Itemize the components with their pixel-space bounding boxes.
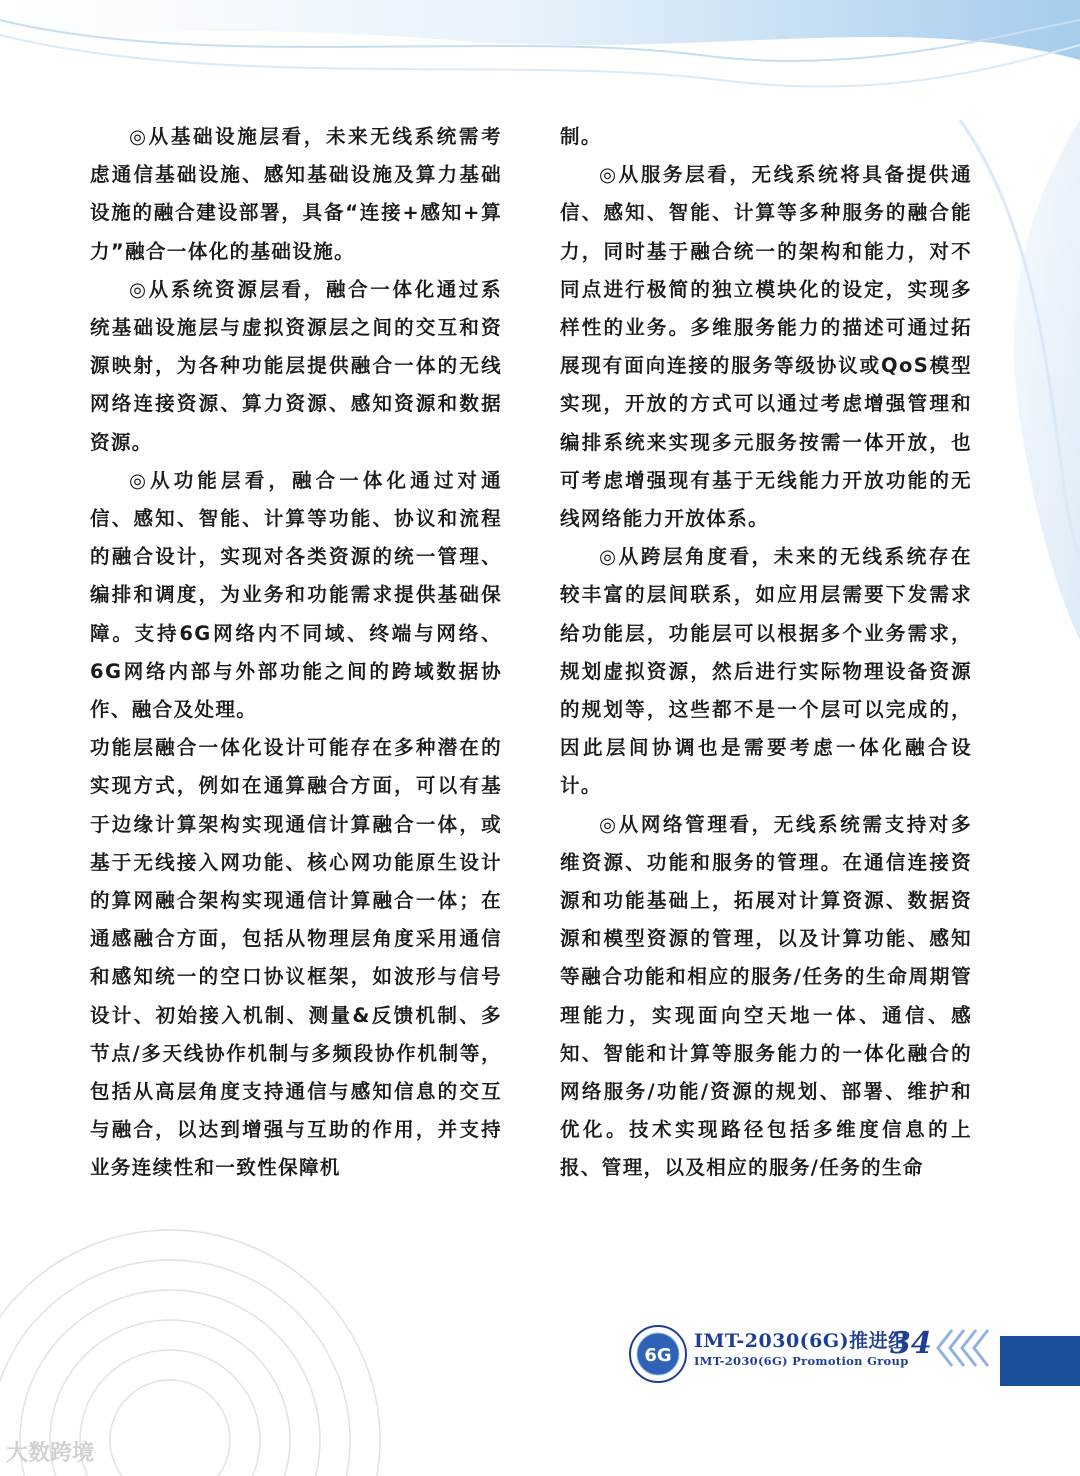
- paragraph-infrastructure: ◎从基础设施层看，未来无线系统需考虑通信基础设施、感知基础设施及算力基础设施的融合建设部署，具备“连接+感知+算力”融合一体化的基础设施。: [90, 125, 502, 263]
- right-text-column: [560, 118, 972, 1188]
- paragraph-function-layer-continued: 功能层融合一体化设计可能存在多种潜在的实现方式，例如在通算融合方面，可以有基于边缘计算架构实现通信计算融合一体，或基于无线接入网功能、核心网功能原生设计的算网融合架构实现通信计算融合一体；在通感融合方面，包括从物理层角度采用通信和感知统一的空口协议框架，如波形与信号设计、初始接入机制、测量&反馈机制、多节点/多天线协作机制与多频段协作机制等，包括从高层角度支持通信与感知信息的交互与融合，以达到增强与互助的作用，并支持业务连续性和一致性保障机: [90, 736, 502, 1180]
- paragraph-function-layer: ◎从功能层看，融合一体化通过对通信、感知、智能、计算等功能、协议和流程的融合设计，实现对各类资源的统一管理、编排和调度，为业务和功能需求提供基础保障。支持6G网络内不同域、终端与网络、6G网络内部与外部功能之间的跨域数据协作、融合及处理。: [90, 468, 502, 722]
- logo-text: 6G: [644, 1345, 672, 1366]
- page-number: 34: [890, 1326, 932, 1361]
- brand-name-cn: IMT-2030(6G)推进组: [694, 1330, 908, 1352]
- paragraph-service-layer: ◎从服务层看，无线系统将具备提供通信、感知、智能、计算等多种服务的融合能力，同时基于融合统一的架构和能力，对不同点进行极简的独立模块化的设定，实现多样性的业务。多维服务能力的描述可通过拓展现有面向连接的服务等级协议或QoS模型实现，开放的方式可以通过考虑增强管理和编排系统来实现多元服务按需一体开放，也可考虑增强现有基于无线能力开放功能的无线网络能力开放体系。: [560, 163, 972, 531]
- chevron-arrows-icon: [934, 1324, 1004, 1372]
- footer: [628, 1320, 1080, 1400]
- paragraph-network-management: ◎从网络管理看，无线系统需支持对多维资源、功能和服务的管理。在通信连接资源和功能基础上，拓展对计算资源、数据资源和模型资源的管理，以及计算功能、感知等融合功能和相应的服务/任务的生命周期管理能力，实现面向空天地一体、通信、感知、智能和计算等服务能力的一体化融合的网络服务/功能/资源的规划、部署、维护和优化。技术实现路径包括多维度信息的上报、管理，以及相应的服务/任务的生命: [560, 812, 972, 1180]
- left-text-column: [90, 118, 502, 1188]
- paragraph-continuation: 制。: [560, 125, 602, 148]
- 6g-logo-icon: [628, 1324, 688, 1384]
- brand-name-en: IMT-2030(6G) Promotion Group: [694, 1354, 909, 1368]
- watermark-text: 大数跨境: [6, 1441, 95, 1466]
- paragraph-system-resources: ◎从系统资源层看，融合一体化通过系统基础设施层与虚拟资源层之间的交互和资源映射，为各种功能层提供融合一体的无线网络连接资源、算力资源、感知资源和数据资源。: [90, 277, 502, 454]
- paragraph-cross-layer: ◎从跨层角度看，未来的无线系统存在较丰富的层间联系，如应用层需要下发需求给功能层，功能层可以根据多个业务需求，规划虚拟资源，然后进行实际物理设备资源的规划等，这些都不是一个层可以完成的，因此层间协调也是需要考虑一体化融合设计。: [560, 545, 972, 798]
